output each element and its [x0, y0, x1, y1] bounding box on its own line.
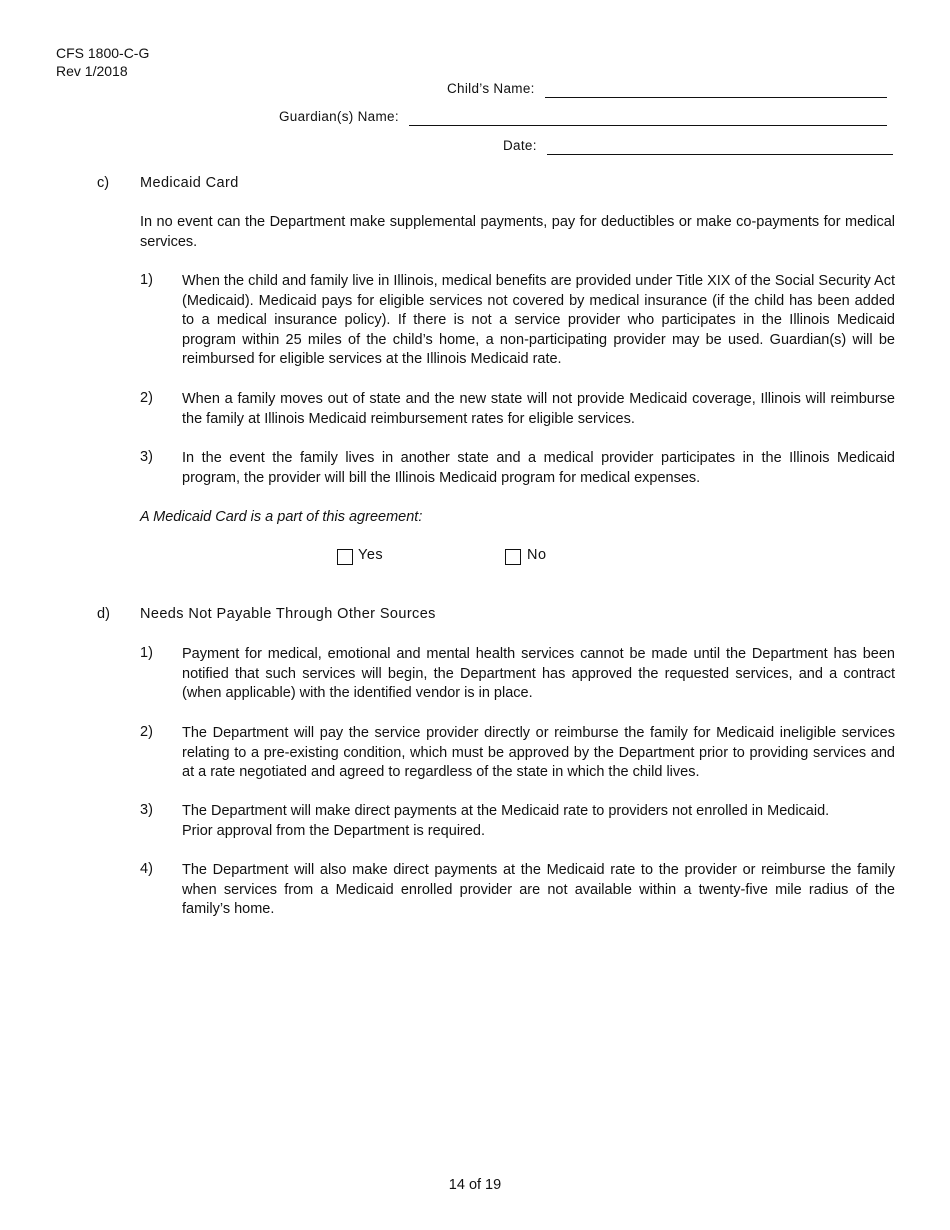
section-c-item-number: 3): [140, 449, 153, 465]
section-d-item-line: The Department will make direct payments at the Medicaid rate to providers not enrolled in Medicaid.: [182, 803, 830, 819]
childs-name-field[interactable]: [545, 81, 887, 98]
section-c-item-number: 2): [140, 390, 153, 406]
page-number: 14 of 19: [448, 1177, 502, 1193]
date-row: [503, 137, 893, 155]
no-checkbox[interactable]: [505, 549, 521, 565]
yes-label: Yes: [358, 547, 384, 563]
section-c-letter: c): [97, 175, 110, 191]
no-label: No: [527, 547, 547, 563]
medicaid-card-question: A Medicaid Card is a part of this agreement:: [140, 509, 423, 525]
section-d-item-text: The Department will pay the service provider directly or reimburse the family for Medicaid ineligible services relating to a pre-existing condition, which must be approved by the Department prior to providing services and at a rate negotiated and agreed to regardless of the state in which the child lives.: [182, 725, 895, 780]
form-number: CFS 1800-C-G: [56, 45, 150, 61]
section-d-letter: d): [97, 606, 110, 622]
section-c-item-text: In the event the family lives in another state and a medical provider participates in the Illinois Medicaid program, the provider will bill the Illinois Medicaid program for medical expenses.: [182, 450, 895, 486]
date-label: Date:: [503, 138, 537, 153]
section-d-item-number: 4): [140, 861, 153, 877]
section-d-item-number: 3): [140, 802, 153, 818]
guardian-name-field[interactable]: [409, 109, 887, 126]
section-c-item-number: 1): [140, 272, 153, 288]
guardian-name-row: [279, 108, 887, 126]
section-d-item-number: 2): [140, 724, 153, 740]
section-c-item-text: When a family moves out of state and the new state will not provide Medicaid coverage, Illinois will reimburse the family at Illinois Medicaid reimbursement rates for eligible services.: [182, 391, 895, 427]
childs-name-label: Child’s Name:: [447, 81, 535, 96]
section-d-item-text: Payment for medical, emotional and mental health services cannot be made until the Department has been notified that such services will begin, the Department has approved the requested services, and a contract (when applicable) with the identified vendor is in place.: [182, 646, 895, 701]
section-c-intro: In no event can the Department make supplemental payments, pay for deductibles or make co-payments for medical services.: [140, 214, 895, 250]
section-d-title: Needs Not Payable Through Other Sources: [140, 606, 436, 622]
section-d-item-number: 1): [140, 645, 153, 661]
section-c-item-text: When the child and family live in Illinois, medical benefits are provided under Title XIX of the Social Security Act (Medicaid). Medicaid pays for eligible services not covered by medical insurance (if the child has been added to a medical insurance policy). If there is not a service provider who participates in the Illinois Medicaid program within 25 miles of the child’s home, a non-participating provider may be used. Guardian(s) will be reimbursed for eligible services at the Illinois Medicaid rate.: [182, 273, 895, 367]
section-d-item-text: [182, 802, 895, 841]
childs-name-row: [447, 80, 887, 98]
guardian-name-label: Guardian(s) Name:: [279, 109, 399, 124]
form-revision: Rev 1/2018: [56, 63, 128, 79]
date-field[interactable]: [547, 138, 893, 155]
form-header: [56, 44, 149, 80]
section-d-item-text: The Department will also make direct payments at the Medicaid rate to the provider or reimburse the family when services from a Medicaid enrolled provider are not available within a twenty-five mile radius of the family’s home.: [182, 862, 895, 917]
yes-checkbox[interactable]: [337, 549, 353, 565]
section-d-item-line: Prior approval from the Department is required.: [182, 822, 486, 839]
section-c-title: Medicaid Card: [140, 175, 239, 191]
